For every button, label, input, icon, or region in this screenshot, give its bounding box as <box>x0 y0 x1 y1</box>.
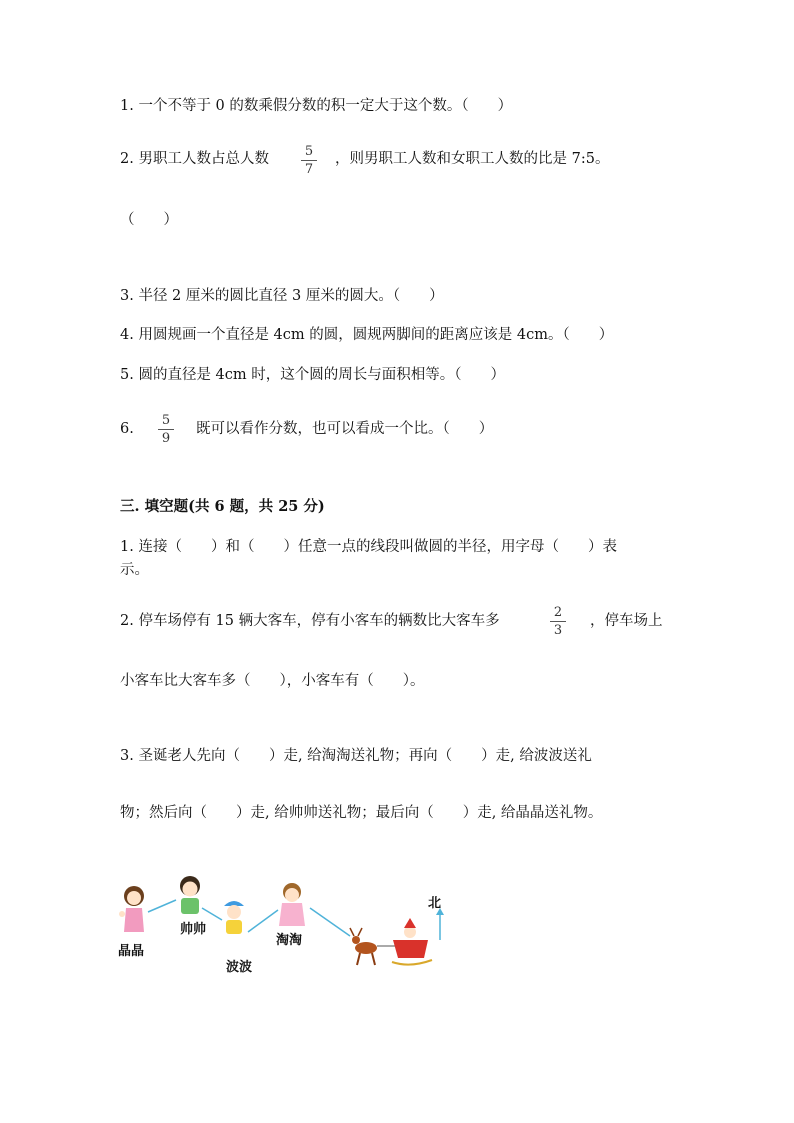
question-2-blank: （ ） <box>120 212 178 228</box>
fraction-denominator: 3 <box>553 623 563 638</box>
question-6-text: 既可以看作分数，也可以看成一个比。（ ） <box>196 421 494 437</box>
fill-question-1-line2: 示。 <box>120 562 149 578</box>
fraction-denominator: 9 <box>161 431 171 446</box>
question-6-number: 6. <box>120 421 134 437</box>
section-heading: 三. 填空题(共 6 题，共 25 分) <box>120 498 325 515</box>
question-5: 5. 圆的直径是 4cm 时，这个圆的周长与面积相等。（ ） <box>120 367 506 383</box>
route-figure <box>110 870 450 980</box>
fill-question-3-line2: 物；然后向（ ）走, 给帅帅送礼物；最后向（ ）走, 给晶晶送礼物。 <box>120 805 603 821</box>
fill-question-1-line1: 1. 连接（ ）和（ ）任意一点的线段叫做圆的半径，用字母（ ）表 <box>120 539 617 555</box>
label-taotao: 淘淘 <box>276 933 303 948</box>
north-arrow-icon <box>436 908 444 940</box>
route-line-taotao-sleigh <box>310 908 350 936</box>
taotao-figure <box>279 883 305 926</box>
label-shuaishuai: 帅帅 <box>180 922 207 937</box>
question-6-fraction <box>158 413 174 446</box>
fraction-bar <box>158 429 174 430</box>
jingjing-figure <box>119 886 144 932</box>
label-jingjing: 晶晶 <box>118 944 145 959</box>
fill-question-3-line1: 3. 圣诞老人先向（ ）走, 给淘淘送礼物；再向（ ）走, 给波波送礼 <box>120 748 592 764</box>
question-2-text-post: ，则男职工人数和女职工人数的比是 7:5。 <box>335 151 610 167</box>
fraction-numerator: 2 <box>553 605 563 620</box>
shuaishuai-figure <box>180 876 200 914</box>
fraction-bar <box>550 621 566 622</box>
question-2-fraction <box>301 144 317 177</box>
question-4: 4. 用圆规画一个直径是 4cm 的圆，圆规两脚间的距离应该是 4cm。（ ） <box>120 327 614 343</box>
question-3: 3. 半径 2 厘米的圆比直径 3 厘米的圆大。（ ） <box>120 288 444 304</box>
fraction-bar <box>301 160 317 161</box>
fill-question-2-text-post: ，停车场上 <box>590 613 663 629</box>
bobo-figure <box>224 901 244 934</box>
fraction-numerator: 5 <box>161 413 171 428</box>
fill-question-2-fraction <box>550 605 566 638</box>
question-2-text-pre: 2. 男职工人数占总人数 <box>120 151 269 167</box>
fill-question-2-line2: 小客车比大客车多（ ），小客车有（ ）。 <box>120 673 425 689</box>
route-line-bobo-taotao <box>248 910 278 932</box>
santa-sleigh-figure <box>350 918 432 965</box>
fraction-denominator: 7 <box>304 162 314 177</box>
label-bobo: 波波 <box>226 960 253 975</box>
fraction-numerator: 5 <box>304 144 314 159</box>
question-1: 1. 一个不等于 0 的数乘假分数的积一定大于这个数。（ ） <box>120 98 513 114</box>
route-line-jingjing-shuaishuai <box>148 900 176 912</box>
fill-question-2-text-pre: 2. 停车场停有 15 辆大客车，停有小客车的辆数比大客车多 <box>120 613 500 629</box>
label-north: 北 <box>428 896 442 911</box>
